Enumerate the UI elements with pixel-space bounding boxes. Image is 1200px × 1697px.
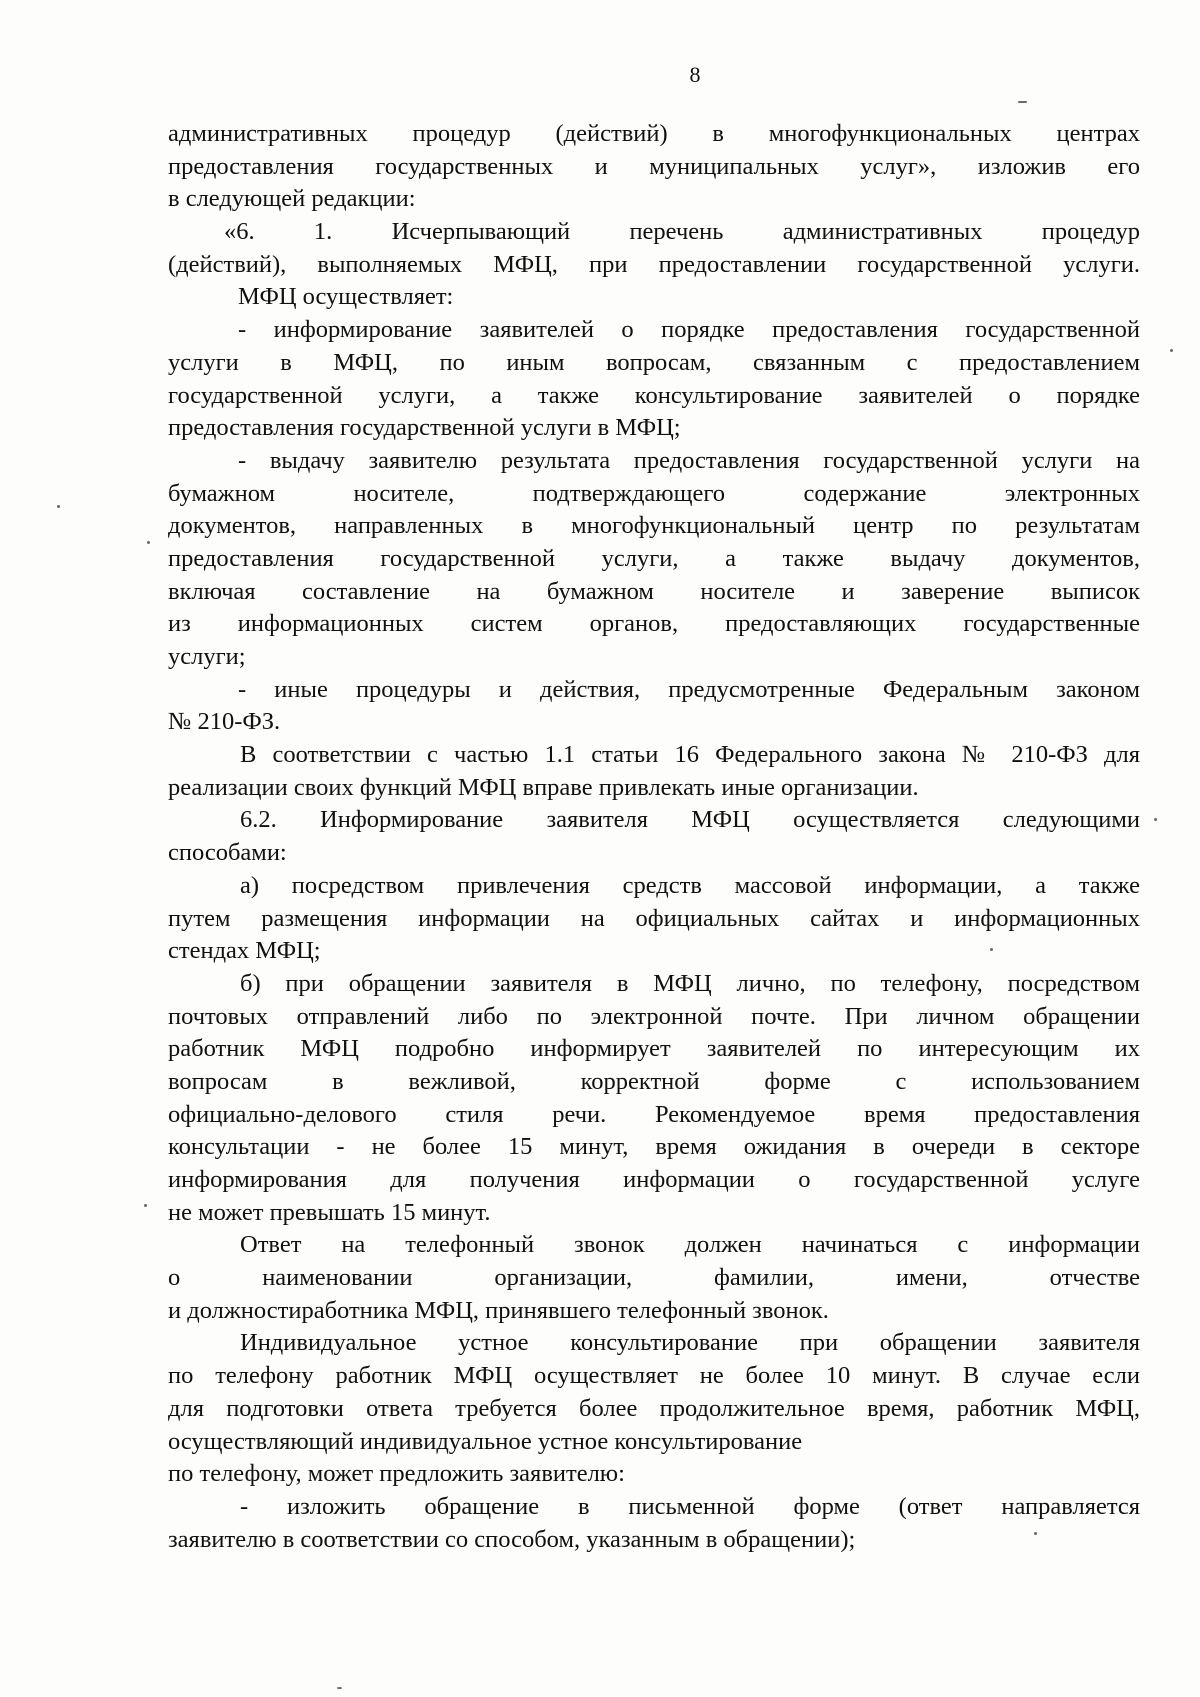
text-line: по телефону работник МФЦ осуществляет не более 10 минут. В случае если	[168, 1362, 1140, 1390]
scan-speck	[144, 1204, 147, 1207]
scan-speck	[1018, 101, 1027, 103]
scan-speck	[1154, 818, 1157, 821]
text-line: о наименовании организации, фамилии, имени, отчестве	[168, 1264, 1140, 1292]
text-line: 6.2. Информирование заявителя МФЦ осуществляется следующими	[240, 806, 1140, 834]
text-line: консультации - не более 15 минут, время ожидания в очереди в секторе	[168, 1133, 1140, 1161]
text-line: информирования для получения информации о государственной услуге	[168, 1166, 1140, 1193]
text-line: государственной услуги, а также консультирование заявителей о порядке	[168, 381, 1140, 409]
text-line: реализации своих функций МФЦ вправе привлекать иные организации.	[168, 773, 919, 801]
text-line: услуги в МФЦ, по иным вопросам, связанным с предоставлением	[168, 348, 1140, 376]
text-line: по телефону, может предложить заявителю:	[168, 1460, 625, 1488]
text-line: работник МФЦ подробно информирует заявителей по интересующим их	[168, 1035, 1140, 1063]
text-line: «6. 1. Исчерпывающий перечень административных процедур	[224, 218, 1140, 246]
text-line: Индивидуальное устное консультирование при обращении заявителя	[240, 1329, 1140, 1357]
text-line: (действий), выполняемых МФЦ, при предоставлении государственной услуги.	[168, 250, 1140, 278]
text-line: а) посредством привлечения средств массовой информации, а также	[240, 871, 1140, 899]
text-line: для подготовки ответа требуется более продолжительное время, работник МФЦ,	[168, 1394, 1140, 1422]
text-line: способами:	[168, 839, 287, 867]
text-line: в следующей редакции:	[168, 185, 416, 213]
text-line: № 210-ФЗ.	[168, 708, 281, 736]
text-line: путем размещения информации на официальных сайтах и информационных	[168, 904, 1140, 932]
scan-speck	[1170, 349, 1173, 352]
text-line: - выдачу заявителю результата предоставления государственной услуги на	[238, 446, 1140, 474]
text-line: Ответ на телефонный звонок должен начинаться с информации	[240, 1231, 1140, 1259]
document-body	[168, 118, 1140, 1556]
text-line: вопросам в вежливой, корректной форме с использованием	[168, 1067, 1140, 1095]
text-line: предоставления государственной услуги, а также выдачу документов,	[168, 544, 1140, 572]
scan-speck	[57, 505, 60, 508]
text-line: почтовых отправлений либо по электронной почте. При личном обращении	[168, 1002, 1140, 1030]
text-line: документов, направленных в многофункциональный центр по результатам	[168, 512, 1140, 540]
text-line: - иные процедуры и действия, предусмотренные Федеральным законом	[238, 675, 1140, 703]
text-line: В соответствии с частью 1.1 статьи 16 Федерального закона № 210-ФЗ для	[240, 741, 1140, 769]
text-line: включая составление на бумажном носителе и заверение выписок	[168, 577, 1140, 605]
text-line: предоставления государственных и муниципальных услуг», изложив его	[168, 152, 1140, 180]
scan-speck	[147, 541, 150, 544]
text-line: б) при обращении заявителя в МФЦ лично, по телефону, посредством	[240, 969, 1140, 997]
text-line: осуществляющий индивидуальное устное консультирование	[168, 1427, 803, 1455]
text-line: заявителю в соответствии со способом, указанным в обращении);	[168, 1525, 856, 1553]
text-line: - изложить обращение в письменной форме (ответ направляется	[240, 1492, 1140, 1520]
text-line: бумажном носителе, подтверждающего содержание электронных	[168, 479, 1140, 507]
scan-speck	[337, 1687, 342, 1689]
text-line: предоставления государственной услуги в МФЦ;	[168, 414, 681, 442]
text-line: официально-делового стиля речи. Рекомендуемое время предоставления	[168, 1100, 1140, 1128]
text-line: из информационных систем органов, предоставляющих государственные	[168, 610, 1140, 638]
text-line: административных процедур (действий) в многофункциональных центрах	[168, 120, 1140, 147]
text-line: услуги;	[168, 643, 246, 670]
page-number: 8	[689, 62, 701, 87]
text-line: не может превышать 15 минут.	[168, 1198, 491, 1226]
text-line: и должностиработника МФЦ, принявшего телефонный звонок.	[168, 1296, 829, 1324]
scan-speck	[990, 948, 993, 951]
scan-speck	[1034, 1532, 1037, 1535]
text-line: - информирование заявителей о порядке предоставления государственной	[238, 316, 1140, 344]
text-line: МФЦ осуществляет:	[238, 283, 454, 311]
text-line: стендах МФЦ;	[168, 937, 321, 965]
